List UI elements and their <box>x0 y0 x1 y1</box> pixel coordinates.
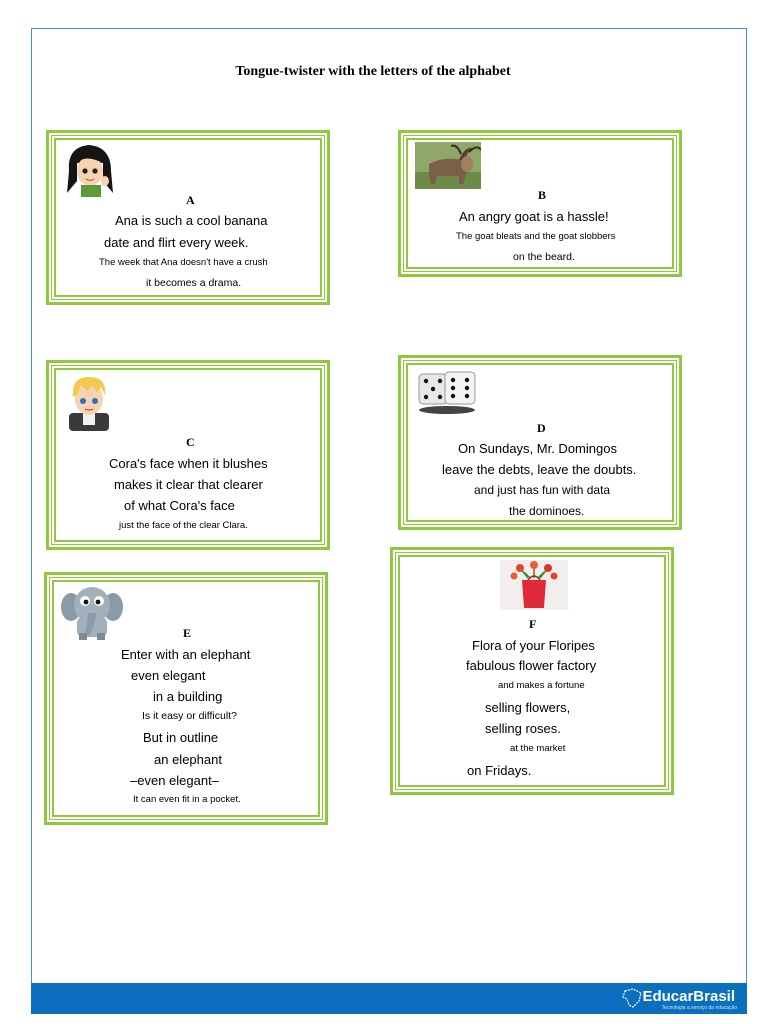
card-b <box>398 130 682 277</box>
card-b-line-1: An angry goat is a hassle! <box>459 209 609 224</box>
page-title: Tongue-twister with the letters of the alphabet <box>235 64 511 79</box>
card-e-line-5: But in outline <box>143 730 219 745</box>
card-f-line-3: and makes a fortune <box>498 680 585 691</box>
card-c-line-4: just the face of the clear Clara. <box>119 520 248 531</box>
card-e-line-2: even elegant <box>131 668 206 683</box>
girl-avatar-icon <box>63 141 117 197</box>
card-a-line-4: it becomes a drama. <box>146 277 242 289</box>
card-a <box>46 130 330 305</box>
card-a-letter: A <box>186 193 195 207</box>
card-c-line-2: makes it clear that clearer <box>114 477 263 492</box>
card-f-line-5: selling roses. <box>485 721 561 736</box>
card-b-line-2: The goat bleats and the goat slobbers <box>456 231 616 242</box>
flower-bag-photo-icon <box>500 560 568 610</box>
card-c <box>46 360 330 550</box>
card-f-line-1: Flora of your Floripes <box>472 638 595 653</box>
brand-tagline: Tecnologia a serviço da educação <box>661 1005 737 1011</box>
footer-bar <box>31 983 747 1014</box>
brand-name: EducarBrasil <box>642 988 735 1005</box>
card-b-letter: B <box>538 188 547 202</box>
card-f-letter: F <box>529 617 537 631</box>
card-f-line-4: selling flowers, <box>485 700 571 715</box>
card-c-line-1: Cora's face when it blushes <box>109 456 268 471</box>
card-c-letter: C <box>186 435 195 449</box>
card-f-line-6: at the market <box>510 743 566 754</box>
card-a-line-2: date and flirt every week. <box>104 235 249 250</box>
card-f <box>390 547 674 795</box>
card-e-line-8: It can even fit in a pocket. <box>133 794 241 805</box>
card-e-line-7: –even elegant– <box>130 773 219 788</box>
card-a-line-1: Ana is such a cool banana <box>115 213 268 228</box>
card-e-line-1: Enter with an elephant <box>121 647 251 662</box>
card-b-line-3: on the beard. <box>513 251 575 263</box>
card-c-line-3: of what Cora's face <box>124 498 235 513</box>
card-e-line-3: in a building <box>153 689 223 704</box>
card-e-line-6: an elephant <box>154 752 222 767</box>
card-e-letter: E <box>183 626 192 640</box>
card-d-line-3: and just has fun with data <box>474 483 611 497</box>
card-d-line-1: On Sundays, Mr. Domingos <box>458 441 617 456</box>
goat-photo-icon <box>415 142 481 189</box>
card-d-letter: D <box>537 421 546 435</box>
dice-photo-icon <box>415 368 479 414</box>
elephant-cartoon-icon <box>61 583 123 641</box>
card-e <box>44 572 328 825</box>
card-d-line-2: leave the debts, leave the doubts. <box>442 462 637 477</box>
brazil-map-icon <box>621 987 643 1009</box>
blond-kid-avatar-icon <box>65 373 113 431</box>
card-d <box>398 355 682 530</box>
card-f-line-7: on Fridays. <box>467 763 532 778</box>
card-f-line-2: fabulous flower factory <box>466 658 597 673</box>
card-a-line-3: The week that Ana doesn't have a crush <box>99 257 268 268</box>
card-e-line-4: Is it easy or difficult? <box>142 710 237 722</box>
card-d-line-4: the dominoes. <box>509 504 585 518</box>
